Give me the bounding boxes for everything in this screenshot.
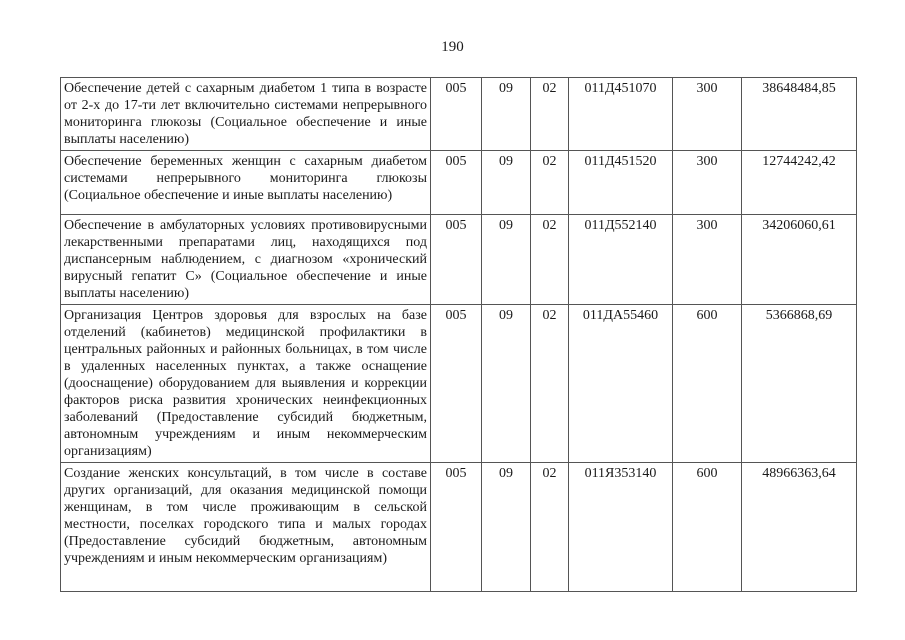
grbs-code-cell: 005 <box>431 78 482 151</box>
grbs-code-cell: 005 <box>431 305 482 463</box>
table-row <box>61 305 857 463</box>
description-cell: Создание женских консультаций, в том числе в составе других организаций, для оказания медицинской помощи женщинам, в том числе проживающим в сельской местности, поселках городского типа и малых городах (Предоставление субсидий бюджетным, автономным учреждениям и иным некоммерческим организациям) <box>61 463 431 592</box>
amount-cell: 12744242,42 <box>742 151 857 215</box>
expense-type-cell: 300 <box>673 151 742 215</box>
section-cell: 09 <box>482 78 531 151</box>
budget-table <box>60 77 857 592</box>
grbs-code-cell: 005 <box>431 151 482 215</box>
subsection-cell: 02 <box>531 151 569 215</box>
table-row <box>61 215 857 305</box>
section-cell: 09 <box>482 151 531 215</box>
amount-cell: 48966363,64 <box>742 463 857 592</box>
target-article-cell: 011ДА55460 <box>569 305 673 463</box>
grbs-code-cell: 005 <box>431 463 482 592</box>
target-article-cell: 011Д451520 <box>569 151 673 215</box>
amount-cell: 34206060,61 <box>742 215 857 305</box>
description-cell: Обеспечение детей с сахарным диабетом 1 типа в возрасте от 2-х до 17-ти лет включительно системами непрерывного мониторинга глюкозы (Социальное обеспечение и иные выплаты населению) <box>61 78 431 151</box>
amount-cell: 38648484,85 <box>742 78 857 151</box>
section-cell: 09 <box>482 215 531 305</box>
grbs-code-cell: 005 <box>431 215 482 305</box>
section-cell: 09 <box>482 463 531 592</box>
expense-type-cell: 600 <box>673 463 742 592</box>
table-row <box>61 463 857 592</box>
description-cell: Обеспечение беременных женщин с сахарным диабетом системами непрерывного мониторинга глюкозы (Социальное обеспечение и иные выплаты населению) <box>61 151 431 215</box>
target-article-cell: 011Д552140 <box>569 215 673 305</box>
table-body <box>61 78 857 592</box>
description-cell: Обеспечение в амбулаторных условиях противовирусными лекарственными препаратами лиц, находящихся под диспансерным наблюдением, с диагнозом «хронический вирусный гепатит С» (Социальное обеспечение и иные выплаты населению) <box>61 215 431 305</box>
amount-cell: 5366868,69 <box>742 305 857 463</box>
target-article-cell: 011Д451070 <box>569 78 673 151</box>
subsection-cell: 02 <box>531 305 569 463</box>
section-cell: 09 <box>482 305 531 463</box>
target-article-cell: 011Я353140 <box>569 463 673 592</box>
expense-type-cell: 300 <box>673 215 742 305</box>
table-row <box>61 78 857 151</box>
expense-type-cell: 600 <box>673 305 742 463</box>
subsection-cell: 02 <box>531 463 569 592</box>
description-cell: Организация Центров здоровья для взрослых на базе отделений (кабинетов) медицинской профилактики в центральных районных и районных больницах, в том числе в удаленных населенных пунктах, а также оснащение (дооснащение) оборудованием для выявления и коррекции факторов риска развития хронических неинфекционных заболеваний (Предоставление субсидий бюджетным, автономным учреждениям и иным некоммерческим организациям) <box>61 305 431 463</box>
subsection-cell: 02 <box>531 215 569 305</box>
page-number: 190 <box>441 39 464 55</box>
subsection-cell: 02 <box>531 78 569 151</box>
expense-type-cell: 300 <box>673 78 742 151</box>
table-row <box>61 151 857 215</box>
